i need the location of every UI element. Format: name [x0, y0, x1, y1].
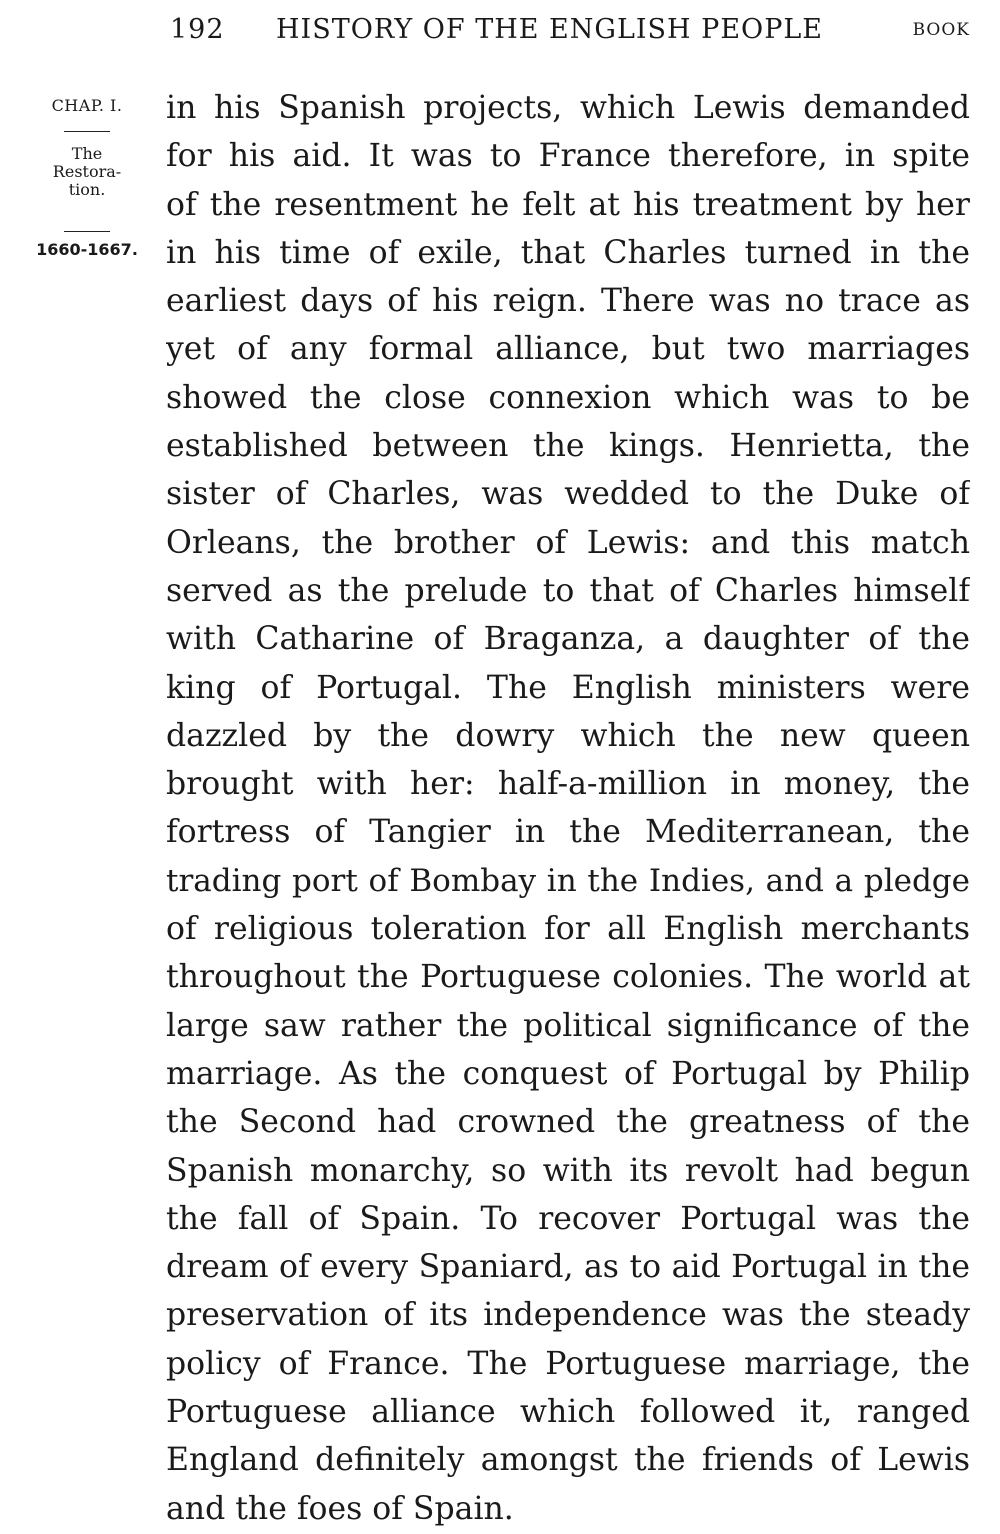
- page-number: 192: [170, 14, 225, 45]
- text-line: brought with her: half-a-million in money, the: [166, 766, 970, 803]
- text-line: marriage. As the conquest of Portugal by Philip: [166, 1055, 970, 1092]
- body-text: [166, 84, 970, 1533]
- text-line: for his aid. It was to France therefore, in spite: [166, 138, 970, 175]
- text-line: showed the close connexion which was to be: [166, 379, 970, 416]
- text-line: the Second had crowned the greatness of the: [166, 1104, 970, 1141]
- section-label: BOOK: [912, 20, 970, 40]
- text-line: dream of every Spaniard, as to aid Portugal in the: [166, 1249, 970, 1286]
- sidenote-chapter: CHAP. I.: [51, 96, 123, 115]
- text-line: yet of any formal alliance, but two marriages: [166, 331, 970, 368]
- sidenote-topic-line: Restora-: [52, 162, 122, 181]
- text-line: established between the kings. Henrietta, the: [166, 428, 970, 465]
- text-line: king of Portugal. The English ministers were: [166, 669, 970, 706]
- text-line: and the foes of Spain.: [166, 1490, 514, 1527]
- text-line: England definitely amongst the friends of Lewis: [166, 1442, 970, 1479]
- text-line: in his Spanish projects, which Lewis demanded: [166, 90, 970, 126]
- running-title: HISTORY OF THE ENGLISH PEOPLE: [276, 14, 823, 45]
- sidenote-topic-line: The: [71, 144, 103, 163]
- text-line: trading port of Bombay in the Indies, and a pledge: [166, 862, 970, 899]
- text-line: Spanish monarchy, so with its revolt had begun: [166, 1152, 970, 1189]
- running-head: [170, 14, 970, 54]
- text-line: of religious toleration for all English merchants: [166, 911, 970, 948]
- sidenote-divider: [64, 231, 110, 232]
- text-line: Portuguese alliance which followed it, ranged: [166, 1394, 970, 1431]
- text-line: fortress of Tangier in the Mediterranean, the: [166, 814, 970, 851]
- text-line: policy of France. The Portuguese marriage, the: [166, 1345, 970, 1382]
- text-line: served as the prelude to that of Charles himself: [166, 572, 970, 609]
- text-line: preservation of its independence was the steady: [166, 1297, 970, 1334]
- text-line: earliest days of his reign. There was no trace as: [166, 283, 970, 320]
- text-line: Orleans, the brother of Lewis: and this match: [166, 524, 970, 561]
- text-line: the fall of Spain. To recover Portugal was the: [166, 1200, 970, 1237]
- text-line: throughout the Portuguese colonies. The world at: [166, 959, 970, 996]
- sidenote-topic: [22, 145, 152, 199]
- sidenote-divider: [64, 131, 110, 132]
- text-line: sister of Charles, was wedded to the Duke of: [166, 476, 970, 513]
- text-line: in his time of exile, that Charles turned in the: [166, 234, 970, 271]
- text-line: with Catharine of Braganza, a daughter of the: [166, 621, 970, 658]
- sidenote-topic-line: tion.: [68, 180, 106, 199]
- text-line: dazzled by the dowry which the new queen: [166, 717, 970, 754]
- text-line: large saw rather the political significance of the: [166, 1007, 970, 1044]
- text-line: of the resentment he felt at his treatment by her: [166, 186, 970, 223]
- sidenote-dates: 1660-1667.: [36, 240, 138, 259]
